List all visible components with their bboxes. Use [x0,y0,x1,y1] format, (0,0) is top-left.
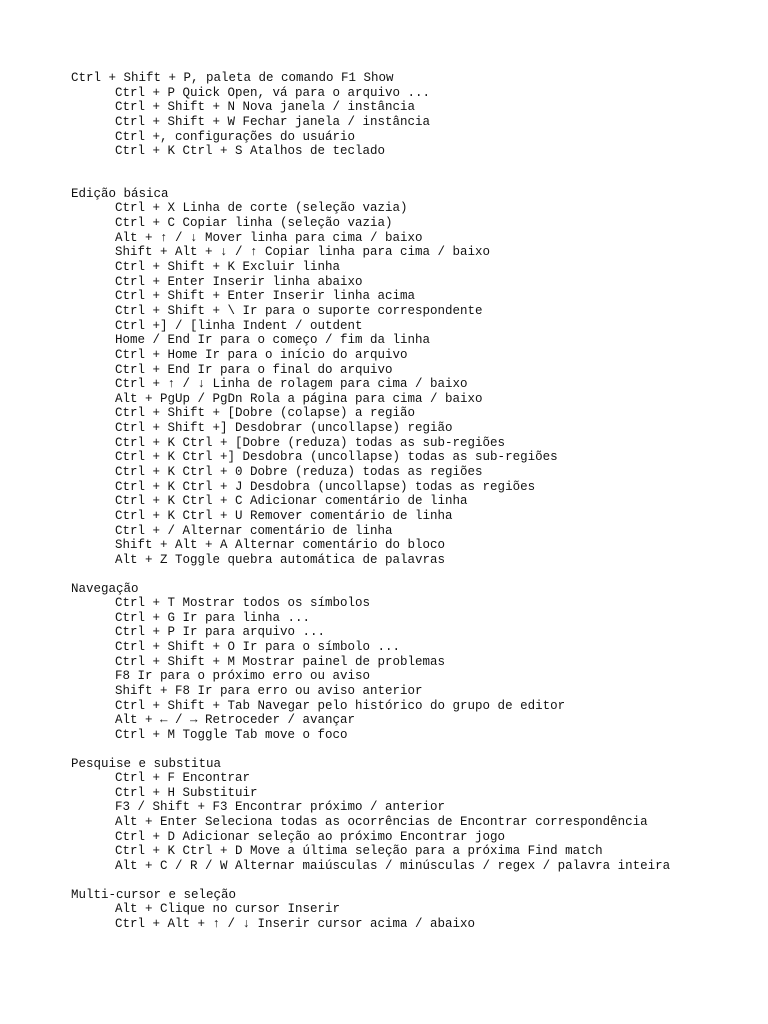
shortcut-line: Alt + Z Toggle quebra automática de palavras [115,552,446,567]
shortcut-line: Ctrl + H Substituir [115,785,258,800]
shortcut-line: Ctrl + P Quick Open, vá para o arquivo ... [115,85,431,100]
shortcut-line: Ctrl + Shift + W Fechar janela / instância [115,114,431,129]
section-spacer [71,874,751,888]
shortcut-line: Ctrl + K Ctrl + U Remover comentário de linha [115,508,453,523]
shortcut-line: Ctrl + Shift + Enter Inserir linha acima [115,289,416,304]
section-basic-editing [71,187,751,568]
shortcut-line: Ctrl + ↑ / ↓ Linha de rolagem para cima / baixo [115,377,468,392]
shortcut-line: Ctrl + Home Ir para o início do arquivo [115,347,408,362]
shortcut-line: Ctrl + Shift + K Excluir linha [115,260,341,275]
shortcut-line: Ctrl + K Ctrl +] Desdobra (uncollapse) todas as sub-regiões [115,450,558,465]
shortcut-line: Ctrl + K Ctrl + 0 Dobre (reduza) todas as regiões [115,465,483,480]
section-spacer [71,159,751,187]
shortcut-line: Ctrl + M Toggle Tab move o foco [115,727,348,742]
shortcut-line: Ctrl + K Ctrl + S Atalhos de teclado [115,144,386,159]
shortcut-line: Ctrl + Shift + Tab Navegar pelo histórico do grupo de editor [115,698,566,713]
shortcut-line: Ctrl + T Mostrar todos os símbolos [115,596,371,611]
section-multicursor [71,888,751,932]
shortcut-line: Ctrl + Shift + \ Ir para o suporte correspondente [115,303,483,318]
shortcut-line: Ctrl + K Ctrl + [Dobre (reduza) todas as sub-regiões [115,435,506,450]
shortcut-line: Ctrl +, configurações do usuário [115,129,356,144]
shortcut-line: F8 Ir para o próximo erro ou aviso [115,669,371,684]
shortcut-line: Ctrl + Enter Inserir linha abaixo [115,274,363,289]
section-search-replace [71,757,751,874]
shortcut-line: Alt + Clique no cursor Inserir [115,902,341,917]
shortcut-line: Alt + PgUp / PgDn Rola a página para cima / baixo [115,391,483,406]
shortcut-line: F3 / Shift + F3 Encontrar próximo / anterior [115,800,446,815]
shortcut-line: Ctrl + Shift + N Nova janela / instância [115,100,416,115]
section-spacer [71,568,751,582]
shortcut-line: Ctrl + Shift + [Dobre (colapse) a região [115,406,416,421]
shortcut-line: Ctrl + Shift + O Ir para o símbolo ... [115,640,401,655]
shortcut-line: Ctrl + Shift + M Mostrar painel de problemas [115,654,446,669]
shortcut-line: Shift + F8 Ir para erro ou aviso anterior [115,683,423,698]
shortcut-line: Ctrl + K Ctrl + D Move a última seleção para a próxima Find match [115,844,603,859]
document-page [71,71,751,932]
shortcut-line: Alt + Enter Seleciona todas as ocorrências de Encontrar correspondência [115,815,648,830]
shortcut-line: Ctrl + F Encontrar [115,771,251,786]
shortcut-line: Ctrl + X Linha de corte (seleção vazia) [115,201,408,216]
shortcut-line: Ctrl + C Copiar linha (seleção vazia) [115,216,393,231]
shortcut-line: Alt + ← / → Retroceder / avançar [115,713,356,728]
shortcut-line: Ctrl + Alt + ↑ / ↓ Inserir cursor acima / abaixo [115,916,476,931]
shortcut-line: Alt + ↑ / ↓ Mover linha para cima / baixo [115,230,423,245]
shortcut-line: Shift + Alt + ↓ / ↑ Copiar linha para cima / baixo [115,245,491,260]
section-heading: Edição básica [71,186,169,201]
section-heading: Pesquise e substitua [71,756,222,771]
section-navigation [71,582,751,743]
shortcut-line: Ctrl + / Alternar comentário de linha [115,523,393,538]
shortcut-line: Ctrl + G Ir para linha ... [115,610,311,625]
shortcut-line: Ctrl + D Adicionar seleção ao próximo Encontrar jogo [115,829,506,844]
shortcut-line: Alt + C / R / W Alternar maiúsculas / minúsculas / regex / palavra inteira [115,859,671,874]
shortcut-line: Ctrl + P Ir para arquivo ... [115,625,326,640]
shortcut-line: Shift + Alt + A Alternar comentário do bloco [115,538,446,553]
shortcut-line: Ctrl + K Ctrl + J Desdobra (uncollapse) todas as regiões [115,479,536,494]
shortcut-line: Ctrl +] / [linha Indent / outdent [115,318,363,333]
section-general [71,71,751,159]
shortcut-line: Ctrl + K Ctrl + C Adicionar comentário de linha [115,494,468,509]
shortcut-line: Ctrl + End Ir para o final do arquivo [115,362,393,377]
section-spacer [71,743,751,757]
section-heading: Ctrl + Shift + P, paleta de comando F1 Show [71,71,394,85]
shortcut-line: Home / End Ir para o começo / fim da linha [115,333,431,348]
shortcut-line: Ctrl + Shift +] Desdobrar (uncollapse) região [115,421,453,436]
section-heading: Multi-cursor e seleção [71,887,237,902]
section-heading: Navegação [71,581,139,596]
